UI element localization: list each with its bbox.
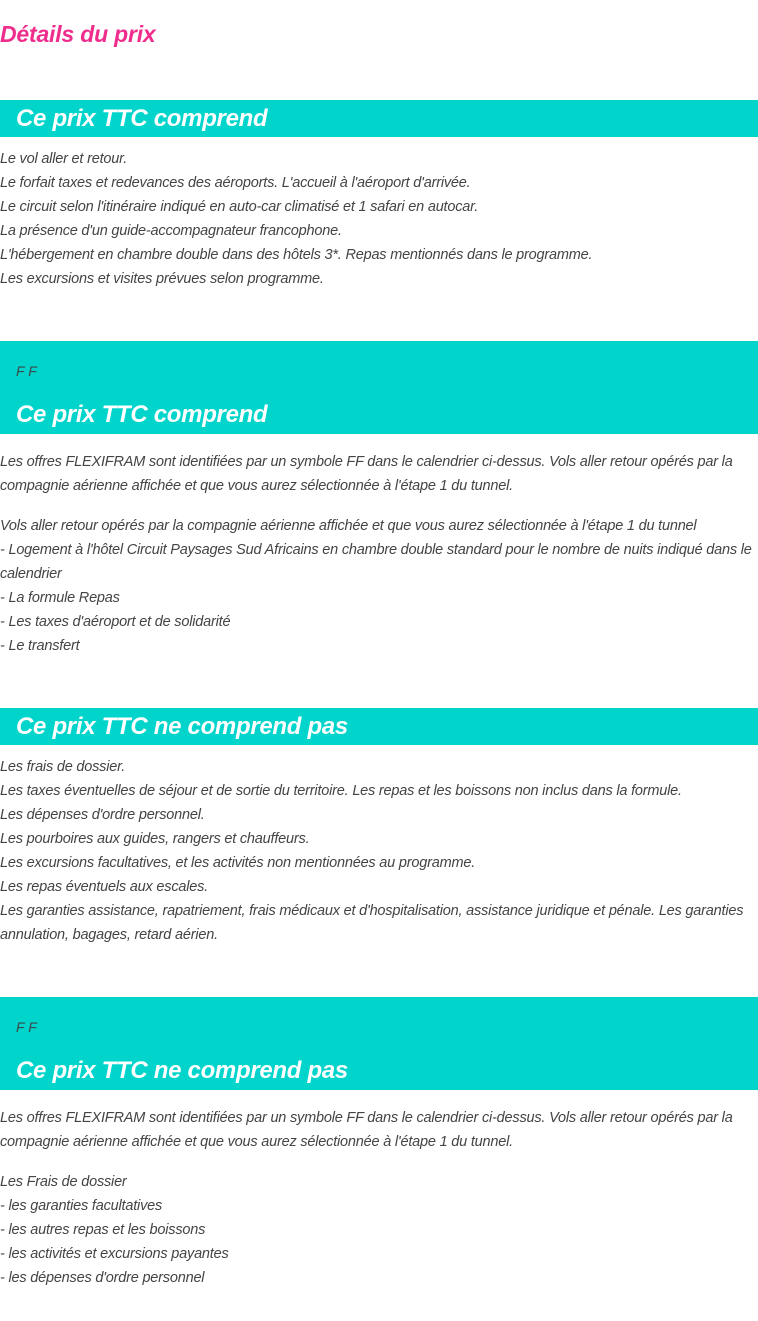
page-title: Détails du prix bbox=[0, 21, 156, 47]
list-item: Les pourboires aux guides, rangers et chauffeurs. bbox=[0, 831, 310, 847]
section-ff-excludes-header bbox=[0, 997, 758, 1090]
list-item: Le circuit selon l'itinéraire indiqué en auto-car climatisé et 1 safari en autocar. bbox=[0, 199, 479, 215]
section-ff-excludes-body bbox=[0, 1170, 758, 1290]
flexifram-intro-text: Les offres FLEXIFRAM sont identifiées par un symbole FF dans le calendrier ci-dessus. Vols aller retour opérés par la compagnie aérienne affichée et que vous aurez sélectionnée à l'étape 1 du tunnel. bbox=[0, 454, 733, 494]
list-item: Le forfait taxes et redevances des aéroports. L'accueil à l'aéroport d'arrivée. bbox=[0, 175, 471, 191]
ff-code-label: F F bbox=[16, 363, 37, 379]
list-item: Les excursions facultatives, et les activités non mentionnées au programme. bbox=[0, 855, 476, 871]
section-ff-excludes-intro bbox=[0, 1106, 758, 1154]
list-item: - les activités et excursions payantes bbox=[0, 1246, 229, 1262]
list-item: - Logement à l'hôtel Circuit Paysages Sud Africains en chambre double standard pour le nombre de nuits indiqué dans le calendrier bbox=[0, 542, 752, 582]
list-item: Les garanties assistance, rapatriement, frais médicaux et d'hospitalisation, assistance juridique et pénale. Les garanties annulation, bagages, retard aérien. bbox=[0, 903, 744, 943]
section-ff-includes-body bbox=[0, 514, 758, 658]
section-excludes-title: Ce prix TTC ne comprend pas bbox=[16, 713, 348, 740]
section-includes-header bbox=[0, 100, 758, 137]
list-item: - Le transfert bbox=[0, 638, 80, 654]
section-ff-includes-header bbox=[0, 341, 758, 434]
flexifram-intro-text: Les offres FLEXIFRAM sont identifiées par un symbole FF dans le calendrier ci-dessus. Vols aller retour opérés par la compagnie aérienne affichée et que vous aurez sélectionnée à l'étape 1 du tunnel. bbox=[0, 1110, 733, 1150]
section-ff-includes-intro bbox=[0, 450, 758, 498]
section-excludes-header bbox=[0, 708, 758, 745]
list-item: - les dépenses d'ordre personnel bbox=[0, 1270, 205, 1286]
section-ff-excludes-title: Ce prix TTC ne comprend pas bbox=[16, 1057, 348, 1084]
list-item: L'hébergement en chambre double dans des hôtels 3*. Repas mentionnés dans le programme. bbox=[0, 247, 593, 263]
section-includes-title: Ce prix TTC comprend bbox=[16, 105, 268, 132]
list-item: La présence d'un guide-accompagnateur francophone. bbox=[0, 223, 342, 239]
list-item: - les garanties facultatives bbox=[0, 1198, 163, 1214]
list-item: Le vol aller et retour. bbox=[0, 151, 128, 167]
list-item: Les repas éventuels aux escales. bbox=[0, 879, 209, 895]
ff-code-label: F F bbox=[16, 1019, 37, 1035]
list-item: Les frais de dossier. bbox=[0, 759, 126, 775]
section-excludes-body bbox=[0, 755, 758, 947]
list-item: Les dépenses d'ordre personnel. bbox=[0, 807, 205, 823]
list-item: - les autres repas et les boissons bbox=[0, 1222, 206, 1238]
list-item: Les excursions et visites prévues selon programme. bbox=[0, 271, 324, 287]
section-includes-body bbox=[0, 147, 758, 291]
list-item: - Les taxes d'aéroport et de solidarité bbox=[0, 614, 231, 630]
list-item: - La formule Repas bbox=[0, 590, 120, 606]
list-item: Les Frais de dossier bbox=[0, 1174, 127, 1190]
list-item: Vols aller retour opérés par la compagnie aérienne affichée et que vous aurez sélectionnée à l'étape 1 du tunnel bbox=[0, 518, 697, 534]
section-ff-includes-title: Ce prix TTC comprend bbox=[16, 401, 268, 428]
list-item: Les taxes éventuelles de séjour et de sortie du territoire. Les repas et les boissons non inclus dans la formule. bbox=[0, 783, 682, 799]
